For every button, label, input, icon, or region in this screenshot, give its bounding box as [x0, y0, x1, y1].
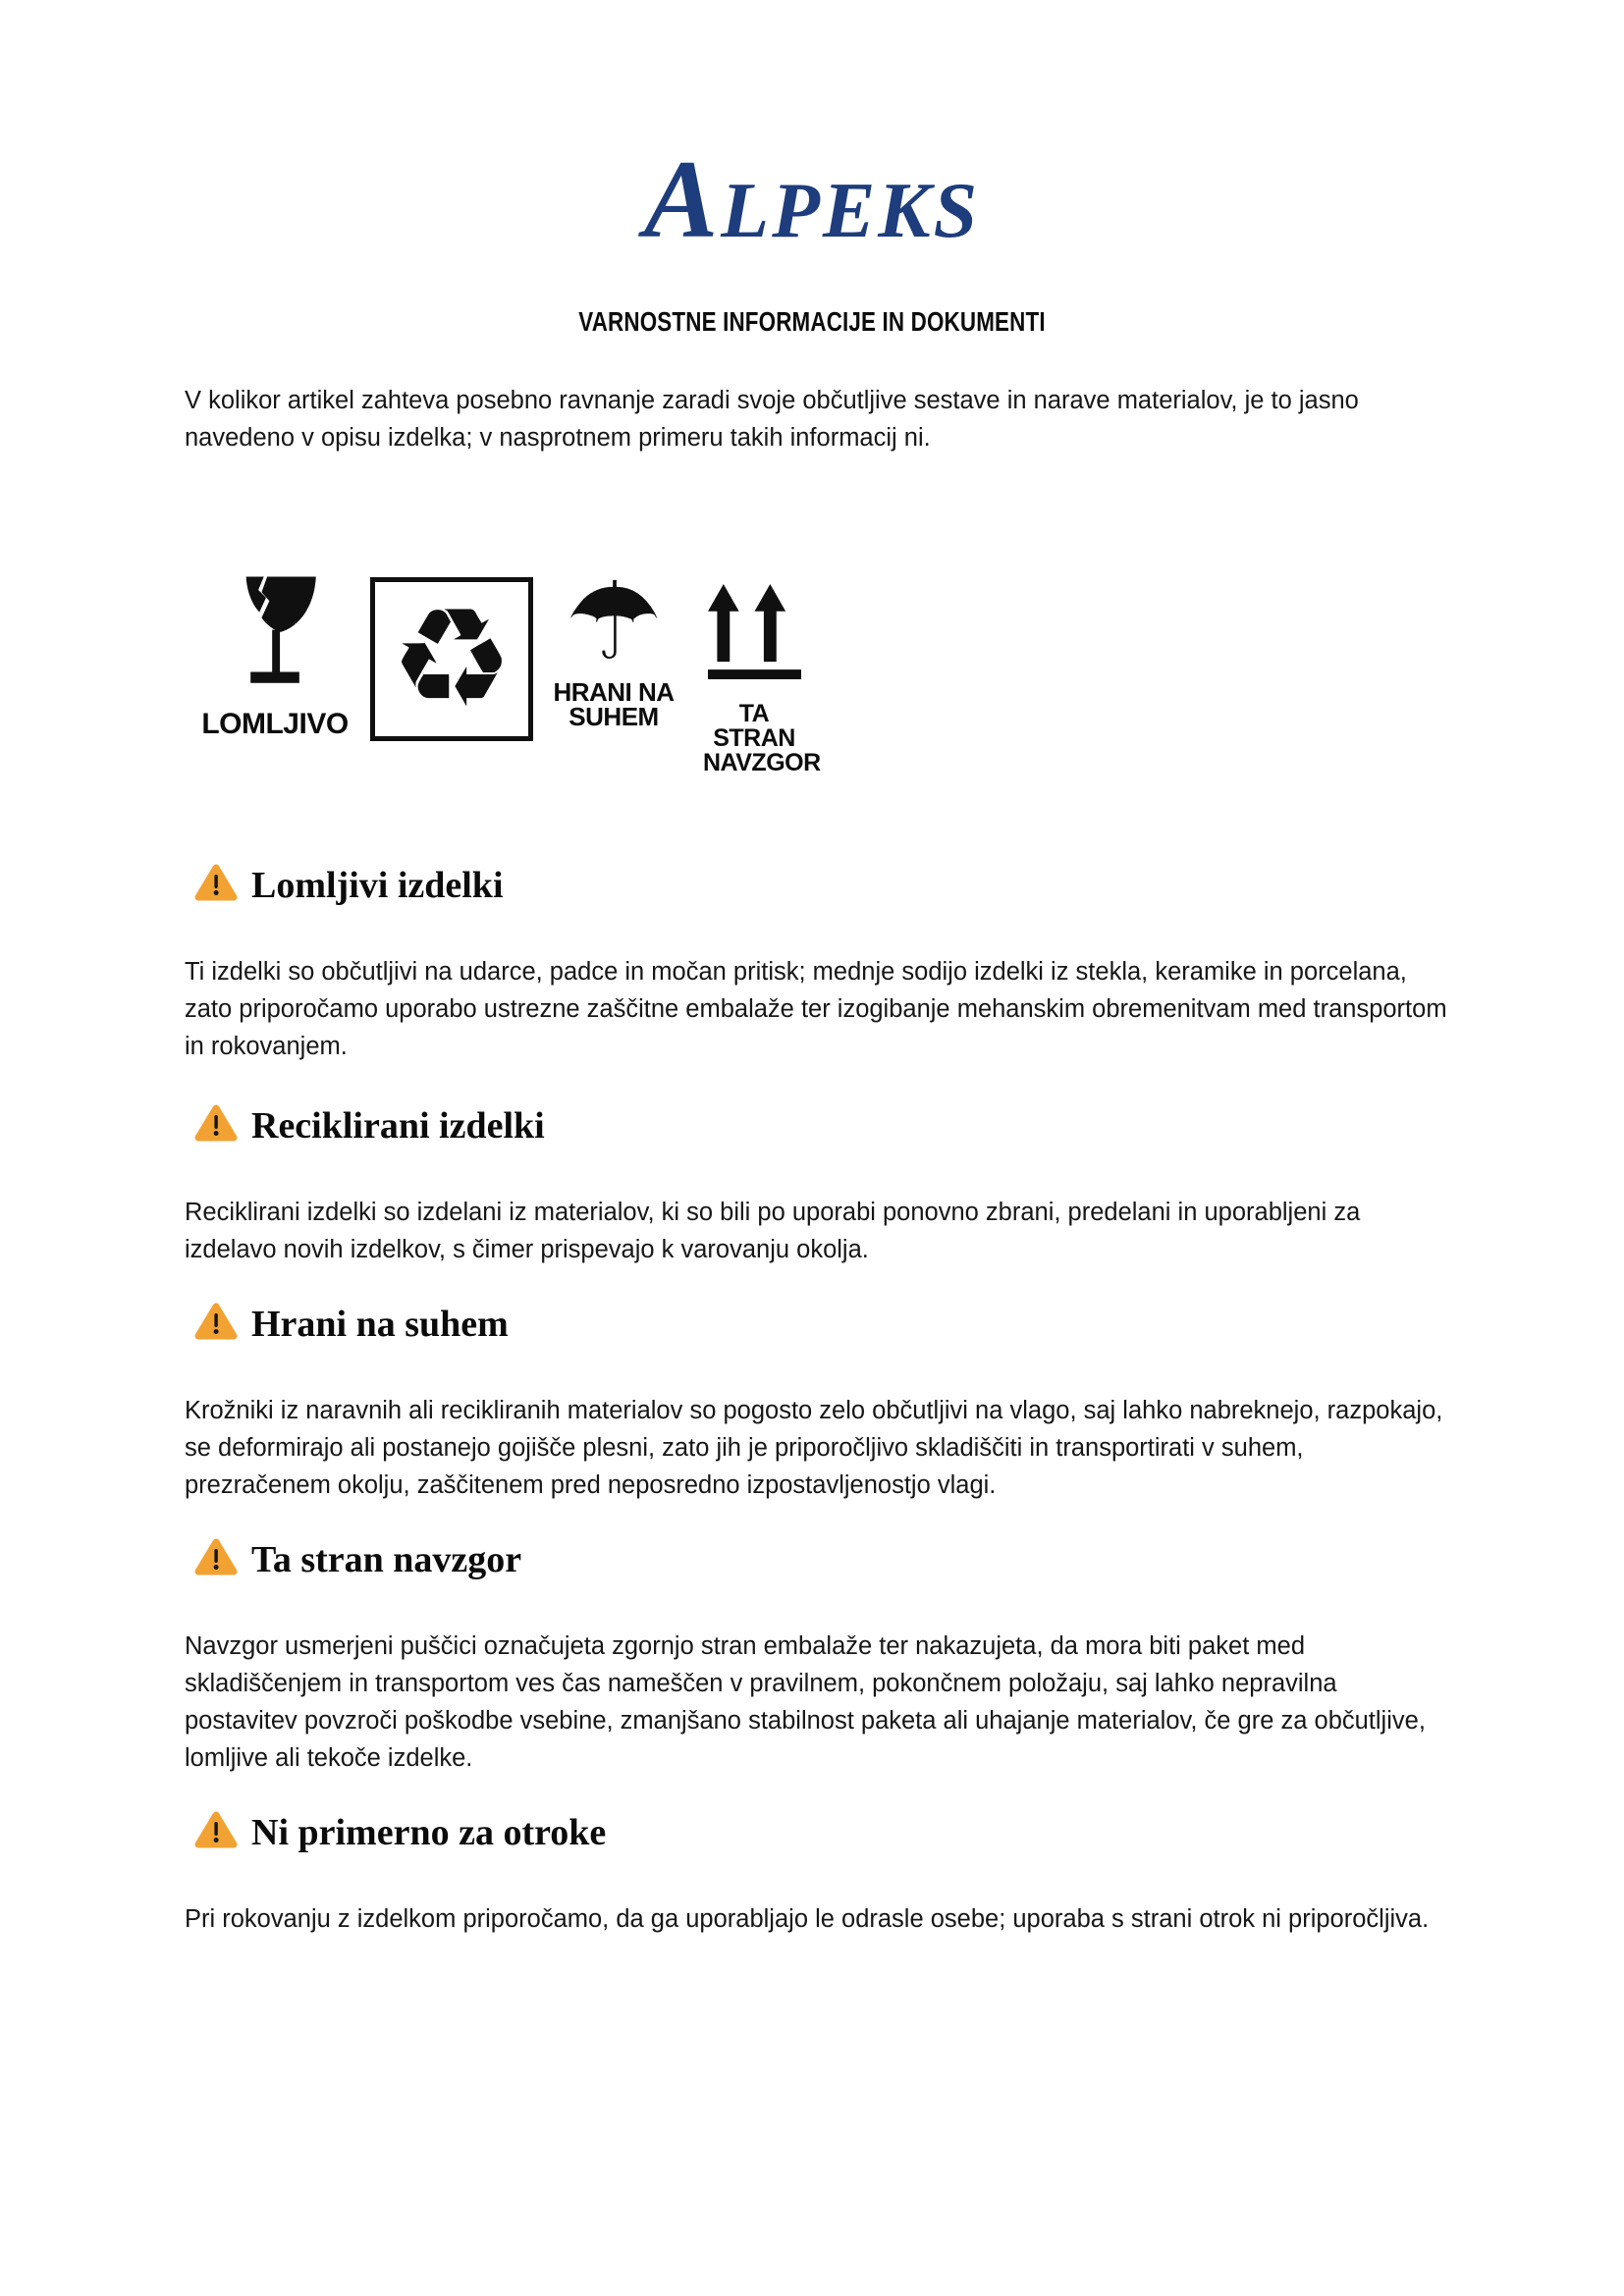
keep-dry-symbol: [553, 559, 675, 731]
warning-triangle-icon: [194, 862, 238, 912]
this-side-up-label: TA STRAN NAVZGOR: [703, 700, 821, 776]
recycling-arrows-icon: ♻: [390, 578, 514, 739]
fragile-label: LOMLJIVO: [201, 708, 349, 740]
section-this-side-up: [185, 1536, 1456, 1777]
section-fragile-products: [185, 862, 1456, 1065]
section-recycled-products: [185, 1102, 1456, 1268]
section-body: Krožniki iz naravnih ali recikliranih materialov so pogosto zelo občutljivi na vlago, saj lahko nabreknejo, razpokajo, se deformirajo ali postanejo gojišče plesni, zato jih je priporočljivo skladiščiti in transportirati v suhem, prezračenem okolju, zaščitenem pred neposredno izpostavljenostjo vlagi.: [185, 1397, 1443, 1499]
fragile-broken-glass-icon: [232, 574, 318, 688]
section-heading-text: Ni primerno za otroke: [251, 1812, 607, 1853]
this-side-up-symbol: [703, 584, 821, 776]
section-not-for-children: [185, 1809, 1456, 1938]
warning-triangle-icon: [194, 1301, 238, 1351]
warning-triangle-icon: [194, 1809, 238, 1859]
section-heading: [185, 862, 1456, 912]
section-heading-text: Ta stran navzgor: [251, 1539, 522, 1580]
intro-paragraph: V kolikor artikel zahteva posebno ravnanje zaradi svoje občutljive sestave in narave materialov, je to jasno navedeno v opisu izdelka; v nasprotnem primeru takih informacij ni.: [185, 387, 1359, 452]
section-heading: [185, 1809, 1456, 1859]
warning-triangle-icon: [194, 1102, 238, 1152]
document-title: VARNOSTNE INFORMACIJE IN DOKUMENTI: [578, 306, 1046, 337]
fragile-symbol: [200, 574, 350, 741]
company-logo: ALPEKS: [643, 138, 981, 261]
section-body: Navzgor usmerjeni puščici označujeta zgornjo stran embalaže ter nakazujeta, da mora biti paket med skladiščenjem in transportom ves čas nameščen v pravilnem, pokončnem položaju, saj lahko nepravilna postavitev povzroči poškodbe vsebine, zmanjšano stabilnost paketa ali uhajanje materialov, če gre za občutljive, lomljive ali tekoče izdelke.: [185, 1632, 1426, 1772]
section-heading-text: Hrani na suhem: [251, 1304, 509, 1345]
section-heading-text: Reciklirani izdelki: [251, 1105, 545, 1147]
section-body: Reciklirani izdelki so izdelani iz materialov, ki so bili po uporabi ponovno zbrani, predelani in uporabljeni za izdelavo novih izdelkov, s čimer prispevajo k varovanju okolja.: [185, 1199, 1361, 1263]
umbrella-icon: ☂: [565, 559, 663, 684]
section-heading: [185, 1301, 1456, 1351]
section-heading: [185, 1102, 1456, 1152]
two-arrows-up-icon: [708, 584, 801, 684]
keep-dry-label: HRANI NA SUHEM: [553, 677, 675, 731]
warning-triangle-icon: [194, 1536, 238, 1586]
packaging-symbols-row: [185, 559, 1451, 776]
section-heading: [185, 1536, 1456, 1586]
section-heading-text: Lomljivi izdelki: [251, 865, 504, 906]
recycle-symbol: [370, 577, 533, 741]
section-body: Ti izdelki so občutljivi na udarce, padce in močan pritisk; mednje sodijo izdelki iz stekla, keramike in porcelana, zato priporočamo uporabo ustrezne zaščitne embalaže ter izogibanje mehanskim obremenitvam med transportom in rokovanjem.: [185, 958, 1447, 1060]
section-body: Pri rokovanju z izdelkom priporočamo, da ga uporabljajo le odrasle osebe; uporaba s strani otrok ni priporočljiva.: [185, 1905, 1430, 1933]
section-keep-dry: [185, 1301, 1456, 1504]
